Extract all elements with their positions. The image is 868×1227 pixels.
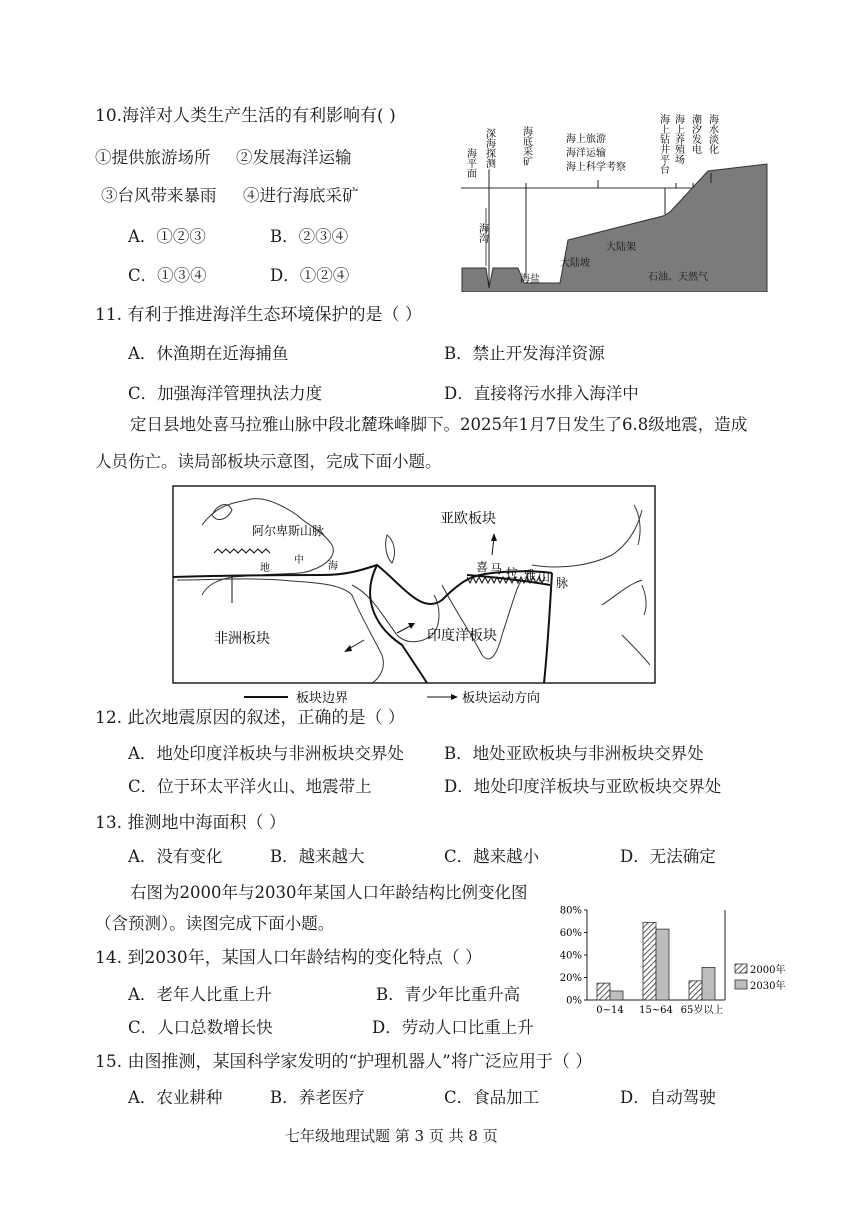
label-tidal: 潮汐发电 xyxy=(689,114,701,154)
legend-swatch xyxy=(735,980,747,989)
y-tick-label: 0% xyxy=(566,995,582,1007)
population-age-chart xyxy=(555,902,800,1022)
label-shelf: 大陆架 xyxy=(606,242,636,253)
label-med-1: 地 xyxy=(260,563,270,574)
x-tick-label: 0~14 xyxy=(596,1005,624,1016)
y-tick-label: 20% xyxy=(559,973,582,984)
q11-option-b[interactable]: B．禁止开发海洋资源 xyxy=(444,344,605,363)
bar-2000-1 xyxy=(643,922,656,1000)
q10-item-3: ③台风带来暴雨 xyxy=(101,186,217,205)
q13-stem: 13. 推测地中海面积（ ） xyxy=(95,813,286,833)
q15-stem: 15. 由图推测，某国科学家发明的“护理机器人”将广泛应用于（ ） xyxy=(95,1052,593,1072)
page-footer: 七年级地理试题 第 3 页 共 8 页 xyxy=(285,1127,498,1145)
q13-option-b[interactable]: B．越来越大 xyxy=(270,847,365,866)
label-drilling: 海上钻井平台 xyxy=(657,114,669,174)
label-indian-plate: 印度洋板块 xyxy=(427,628,497,644)
y-tick-label: 60% xyxy=(559,928,582,939)
legend-label: 2000年 xyxy=(750,965,786,976)
q10-option-a[interactable]: A．①②③ xyxy=(128,227,206,246)
q14-option-b[interactable]: B．青少年比重升高 xyxy=(376,985,521,1004)
legend-swatch xyxy=(735,964,747,973)
q10-stem: 10.海洋对人类生产生活的有利影响有( ) xyxy=(95,106,396,126)
q15-option-b[interactable]: B．养老医疗 xyxy=(270,1088,365,1107)
q15-option-a[interactable]: A．农业耕种 xyxy=(128,1088,223,1107)
q13-option-d[interactable]: D．无法确定 xyxy=(620,847,716,866)
label-him-5: 山 xyxy=(538,570,551,584)
intro-population-line1: 右图为2000年与2030年某国人口年龄结构比例变化图 xyxy=(130,883,528,902)
x-tick-label: 15~64 xyxy=(639,1005,673,1016)
label-slope: 大陆坡 xyxy=(560,258,590,269)
y-tick-label: 40% xyxy=(559,950,582,962)
label-science: 海上科学考察 xyxy=(566,162,626,173)
q11-option-a[interactable]: A．休渔期在近海捕鱼 xyxy=(128,344,289,363)
label-him-1: 喜 xyxy=(476,560,489,574)
y-tick-label: 80% xyxy=(559,905,582,917)
q12-option-b[interactable]: B．地处亚欧板块与非洲板块交界处 xyxy=(444,744,704,763)
q14-option-c[interactable]: C．人口总数增长快 xyxy=(128,1018,273,1037)
legend-motion: 板块运动方向 xyxy=(462,691,541,706)
q14-option-a[interactable]: A．老年人比重上升 xyxy=(128,985,272,1004)
ocean-cross-section-figure xyxy=(458,108,770,292)
intro-earthquake-line2: 人员伤亡。读局部板块示意图，完成下面小题。 xyxy=(95,452,442,471)
label-deep-sea: 深海探测 xyxy=(483,128,495,168)
q10-item-2: ②发展海洋运输 xyxy=(236,148,352,167)
label-fish-farm: 海上养殖场 xyxy=(672,114,684,164)
intro-earthquake-line1: 定日县地处喜马拉雅山脉中段北麓珠峰脚下。2025年1月7日发生了6.8级地震，造成 xyxy=(130,415,748,434)
q10-option-b[interactable]: B．②③④ xyxy=(270,227,349,246)
label-him-3: 拉 xyxy=(506,566,519,580)
plate-map-figure xyxy=(172,485,656,707)
q14-option-d[interactable]: D．劳动人口比重上升 xyxy=(372,1018,534,1037)
q10-item-4: ④进行海底采矿 xyxy=(243,186,359,205)
intro-population-line2: （含预测）。读图完成下面小题。 xyxy=(95,914,335,933)
bar-2000-0 xyxy=(597,983,610,1000)
q11-stem: 11. 有利于推进海洋生态环境保护的是（ ） xyxy=(95,305,422,325)
x-tick-label: 65岁以上 xyxy=(680,1005,724,1016)
label-alps: 阿尔卑斯山脉 xyxy=(252,524,325,538)
label-med-3: 海 xyxy=(328,561,338,572)
label-sea-level: 海平面 xyxy=(464,148,476,178)
q11-option-d[interactable]: D．直接将污水排入海洋中 xyxy=(444,384,639,403)
legend-label: 2030年 xyxy=(750,981,786,992)
bar-2030-1 xyxy=(656,929,669,1000)
label-african-plate: 非洲板块 xyxy=(214,631,270,647)
q12-stem: 12. 此次地震原因的叙述，正确的是（ ） xyxy=(95,708,405,728)
q12-option-a[interactable]: A．地处印度洋板块与非洲板块交界处 xyxy=(128,744,404,763)
label-shipping: 海洋运输 xyxy=(566,148,606,159)
label-him-6: 脉 xyxy=(556,576,569,590)
q10-option-c[interactable]: C．①③④ xyxy=(128,266,207,285)
q11-option-c[interactable]: C．加强海洋管理执法力度 xyxy=(128,384,323,403)
label-tourism: 海上旅游 xyxy=(566,134,606,145)
label-him-2: 马 xyxy=(490,562,503,576)
legend-boundary: 板块边界 xyxy=(296,691,349,706)
label-trench: 海沟 xyxy=(476,223,488,243)
bar-2030-0 xyxy=(610,991,623,1000)
bar-2000-2 xyxy=(689,981,702,1000)
q15-option-d[interactable]: D．自动驾驶 xyxy=(620,1088,716,1107)
label-med-2: 中 xyxy=(294,555,304,566)
q12-option-c[interactable]: C．位于环太平洋火山、地震带上 xyxy=(128,777,372,796)
q13-option-c[interactable]: C．越来越小 xyxy=(444,847,540,866)
q14-stem: 14. 到2030年，某国人口年龄结构的变化特点（ ） xyxy=(95,948,483,968)
bar-2030-2 xyxy=(702,967,715,1000)
q15-option-c[interactable]: C．食品加工 xyxy=(444,1088,540,1107)
q10-option-d[interactable]: D．①②④ xyxy=(270,266,350,285)
label-desal: 海水淡化 xyxy=(706,114,718,154)
label-eurasian-plate: 亚欧板块 xyxy=(440,511,496,527)
label-oil-gas: 石油、天然气 xyxy=(648,272,708,283)
label-seabed-mining: 海底采矿 xyxy=(520,126,532,166)
label-sea-salt: 海盐 xyxy=(520,274,540,285)
q13-option-a[interactable]: A．没有变化 xyxy=(128,847,223,866)
label-him-4: 雅 xyxy=(524,568,537,582)
q10-item-1: ①提供旅游场所 xyxy=(95,148,211,167)
q12-option-d[interactable]: D．地处印度洋板块与亚欧板块交界处 xyxy=(444,777,722,796)
